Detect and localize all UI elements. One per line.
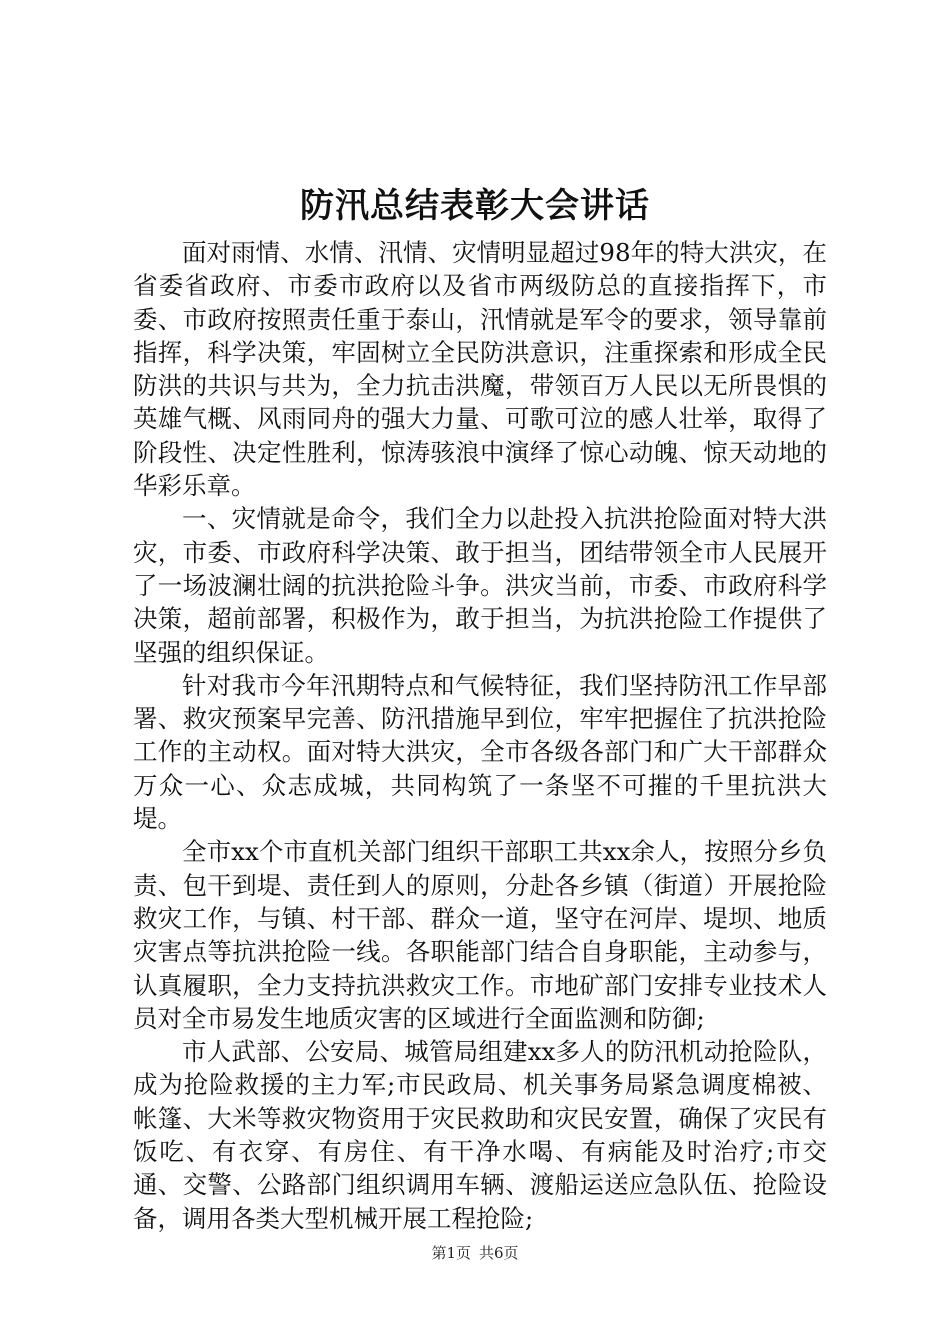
paragraph: 全市xx个市直机关部门组织干部职工共xx余人，按照分乡负责、包干到堤、责任到人的原则，分赴各乡镇（街道）开展抢险救灾工作，与镇、村干部、群众一道，坚守在河岸、堤坝、地质灾害点等抗洪抢险一线。各职能部门结合自身职能，主动参与，认真履职，全力支持抗洪救灾工作。市地矿部门安排专业技术人员对全市易发生地质灾害的区域进行全面监测和防御;	[133, 837, 827, 1033]
page-total: 共6页	[479, 1244, 519, 1262]
page-footer	[0, 1243, 950, 1263]
paragraph: 针对我市今年汛期特点和气候特征，我们坚持防汛工作早部署、救灾预案早完善、防汛措施早到位，牢牢把握住了抗洪抢险工作的主动权。面对特大洪灾，全市各级各部门和广大干部群众万众一心、众志成城，共同构筑了一条坚不可摧的千里抗洪大堤。	[133, 670, 827, 834]
page-number: 第1页	[431, 1244, 471, 1262]
document-body	[133, 236, 827, 1235]
document-title: 防汛总结表彰大会讲话	[300, 186, 650, 226]
paragraph: 市人武部、公安局、城管局组建xx多人的防汛机动抢险队，成为抢险救援的主力军;市民政局、机关事务局紧急调度棉被、帐篷、大米等救灾物资用于灾民救助和灾民安置，确保了灾民有饭吃、有衣穿、有房住、有干净水喝、有病能及时治疗;市交通、交警、公路部门组织调用车辆、渡船运送应急队伍、抢险设备，调用各类大型机械开展工程抢险;	[133, 1037, 827, 1233]
paragraph: 一、灾情就是命令，我们全力以赴投入抗洪抢险面对特大洪灾，市委、市政府科学决策、敢于担当，团结带领全市人民展开了一场波澜壮阔的抗洪抢险斗争。洪灾当前，市委、市政府科学决策，超前部署，积极作为，敢于担当，为抗洪抢险工作提供了坚强的组织保证。	[133, 504, 827, 667]
paragraph: 面对雨情、水情、汛情、灾情明显超过98年的特大洪灾，在省委省政府、市委市政府以及省市两级防总的直接指挥下，市委、市政府按照责任重于泰山，汛情就是军令的要求，领导靠前指挥，科学决策，牢固树立全民防洪意识，注重探索和形成全民防洪的共识与共为，全力抗击洪魔，带领百万人民以无所畏惧的英雄气概、风雨同舟的强大力量、可歌可泣的感人壮举，取得了阶段性、决定性胜利，惊涛骇浪中演绎了惊心动魄、惊天动地的华彩乐章。	[133, 238, 827, 501]
